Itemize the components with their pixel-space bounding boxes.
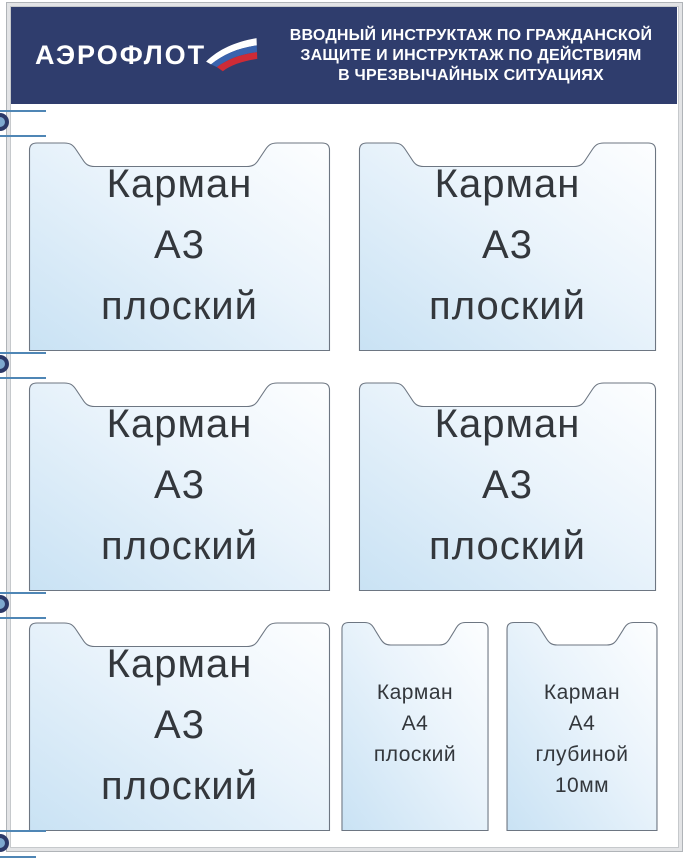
leader-line <box>0 110 46 112</box>
pocket-label: Карман А4 плоский <box>373 681 457 766</box>
stand-title-line: ЗАЩИТЕ И ИНСТРУКТАЖ ПО ДЕЙСТВИЯМ <box>300 46 642 64</box>
pocket-a3-flat-1 <box>27 137 332 352</box>
leader-line <box>0 377 46 379</box>
pocket-a3-flat-3 <box>27 377 332 592</box>
aeroflot-flag-icon <box>201 34 260 76</box>
leader-line <box>0 830 46 832</box>
leader-line <box>0 592 46 594</box>
pocket-label: Карман А3 плоский <box>429 162 586 328</box>
leader-line <box>0 135 46 137</box>
leader-line <box>0 856 36 858</box>
stand-title-line: ВВОДНЫЙ ИНСТРУКТАЖ ПО ГРАЖДАНСКОЙ <box>289 26 653 44</box>
aeroflot-logo-text: АЭРОФЛОТ <box>35 40 207 70</box>
pocket-label: Карман А4 глубиной 10мм <box>535 681 629 797</box>
pocket-label: Карман А3 плоский <box>101 162 258 328</box>
pocket-a3-flat-5 <box>27 617 332 832</box>
pocket-label: Карман А3 плоский <box>101 642 258 808</box>
pocket-a4-deep-10mm <box>505 617 659 832</box>
pocket-label: Карман А3 плоский <box>101 402 258 568</box>
stand-title <box>279 7 663 104</box>
pocket-a3-flat-2 <box>357 137 658 352</box>
aeroflot-logo <box>35 7 260 104</box>
leader-line <box>0 617 46 619</box>
pocket-a3-flat-4 <box>357 377 658 592</box>
header-banner <box>11 7 677 104</box>
stand-title-line: В ЧРЕЗВЫЧАЙНЫХ СИТУАЦИЯХ <box>338 66 604 84</box>
pocket-a4-flat <box>340 617 490 832</box>
pocket-label: Карман А3 плоский <box>429 402 586 568</box>
leader-line <box>0 352 46 354</box>
